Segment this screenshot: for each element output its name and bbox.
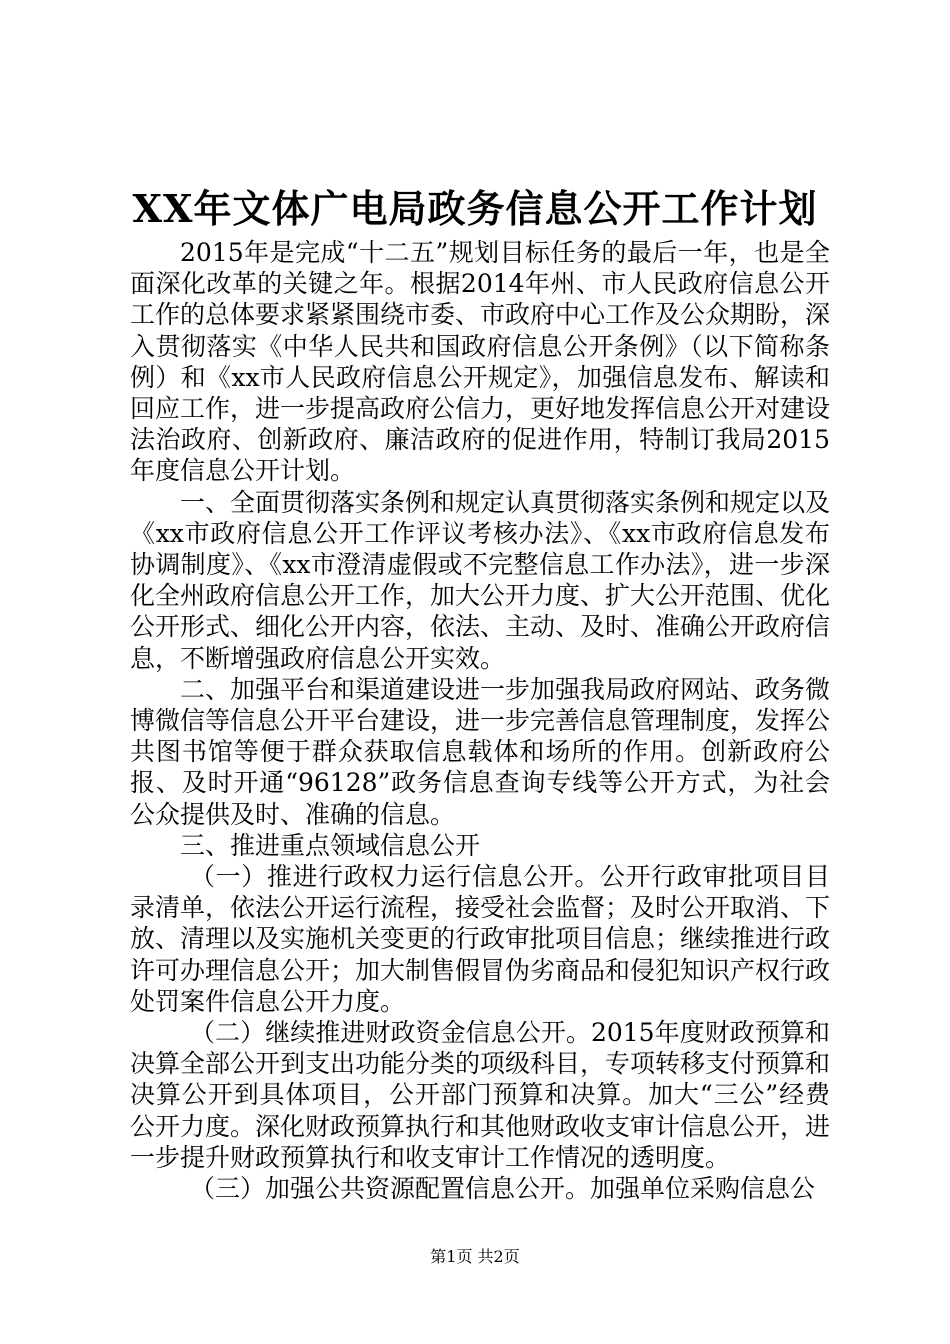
- page-footer: 第1页 共2页: [430, 1247, 520, 1266]
- document-body: [130, 237, 830, 1204]
- paragraph-intro: 2015年是完成“十二五”规划目标任务的最后一年，也是全面深化改革的关键之年。根据2014年州、市人民政府信息公开工作的总体要求紧紧围绕市委、市政府中心工作及公众期盼，深入贯彻落实《中华人民共和国政府信息公开条例》（以下简称条例）和《xx市人民政府信息公开规定》，加强信息发布、解读和回应工作，进一步提高政府公信力，更好地发挥信息公开对建设法治政府、创新政府、廉洁政府的促进作用，特制订我局2015年度信息公开计划。: [130, 238, 831, 486]
- paragraph-section-2: 二、加强平台和渠道建设进一步加强我局政府网站、政务微博微信等信息公开平台建设，进一步完善信息管理制度，发挥公共图书馆等便于群众获取信息载体和场所的作用。创新政府公报、及时开通“96128”政务信息查询专线等公开方式，为社会公众提供及时、准确的信息。: [130, 674, 831, 829]
- section-heading-3: 三、推进重点领域信息公开: [180, 830, 481, 860]
- paragraph-section-1: 一、全面贯彻落实条例和规定认真贯彻落实条例和规定以及《xx市政府信息公开工作评议考核办法》、《xx市政府信息发布协调制度》、《xx市澄清虚假或不完整信息工作办法》，进一步深化全州政府信息公开工作，加大公开力度、扩大公开范围、优化公开形式、细化公开内容，依法、主动、及时、准确公开政府信息，不断增强政府信息公开实效。: [130, 487, 831, 673]
- paragraph-subsection-1: （一）推进行政权力运行信息公开。公开行政审批项目目录清单，依法公开运行流程，接受社会监督；及时公开取消、下放、清理以及实施机关变更的行政审批项目信息；继续推进行政许可办理信息公开；加大制售假冒伪劣商品和侵犯知识产权行政处罚案件信息公开力度。: [130, 862, 831, 1016]
- document-title: XX年文体广电局政务信息公开工作计划: [132, 186, 818, 231]
- paragraph-subsection-2: （二）继续推进财政资金信息公开。2015年度财政预算和决算全部公开到支出功能分类的项级科目，专项转移支付预算和决算公开到具体项目，公开部门预算和决算。加大“三公”经费公开力度。深化财政预算执行和其他财政收支审计信息公开，进一步提升财政预算执行和收支审计工作情况的透明度。: [130, 1018, 831, 1172]
- paragraph-subsection-3: （三）加强公共资源配置信息公开。加强单位采购信息公: [190, 1174, 816, 1204]
